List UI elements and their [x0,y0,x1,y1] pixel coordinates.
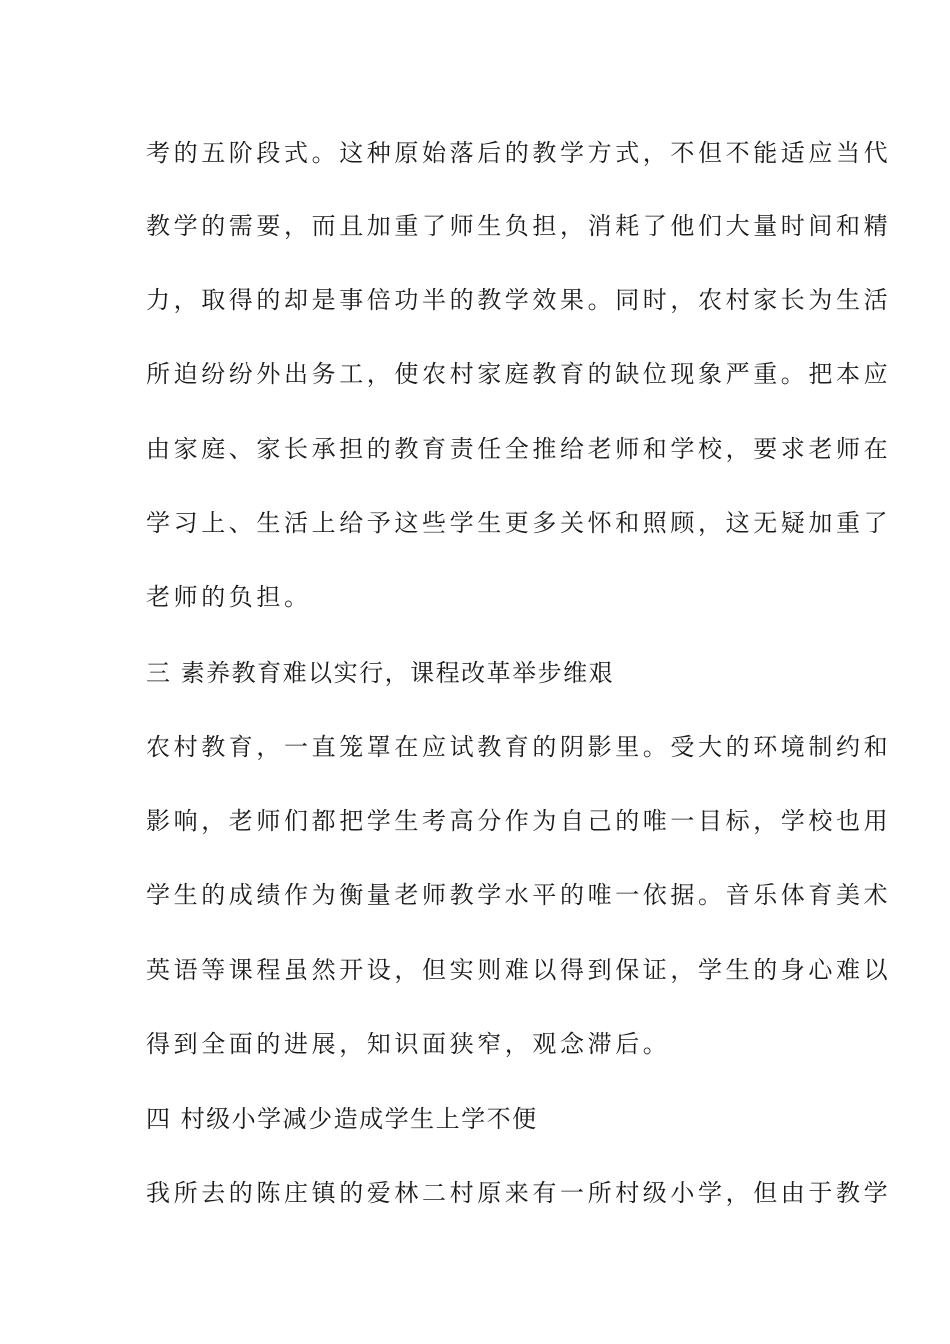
text-line: 力，取得的却是事倍功半的教学效果。同时，农村家长为生活 [146,286,892,314]
section-heading-4: 四 村级小学减少造成学生上学不便 [146,1105,538,1133]
text-line: 英语等课程虽然开设，但实则难以得到保证，学生的身心难以 [146,956,892,984]
text-line: 学生的成绩作为衡量老师教学水平的唯一依据。音乐体育美术 [146,881,892,909]
text-line: 影响，老师们都把学生考高分作为自己的唯一目标，学校也用 [146,807,892,835]
text-line: 考的五阶段式。这种原始落后的教学方式，不但不能适应当代 [146,139,892,167]
text-line: 农村教育，一直笼罩在应试教育的阴影里。受大的环境制约和 [146,733,892,761]
text-line: 得到全面的进展，知识面狭窄，观念滞后。 [146,1030,671,1058]
text-line: 由家庭、家长承担的教育责任全推给老师和学校，要求老师在 [146,435,892,463]
section-heading-3: 三 素养教育难以实行，课程改革举步维艰 [146,659,615,687]
text-line: 所迫纷纷外出务工，使农村家庭教育的缺位现象严重。把本应 [146,360,892,388]
text-line: 学习上、生活上给予这些学生更多关怀和照顾，这无疑加重了 [146,509,892,537]
text-line: 教学的需要，而且加重了师生负担，消耗了他们大量时间和精 [146,212,892,240]
text-line: 我所去的陈庄镇的爱林二村原来有一所村级小学，但由于教学 [146,1179,892,1207]
text-line: 老师的负担。 [146,583,312,611]
